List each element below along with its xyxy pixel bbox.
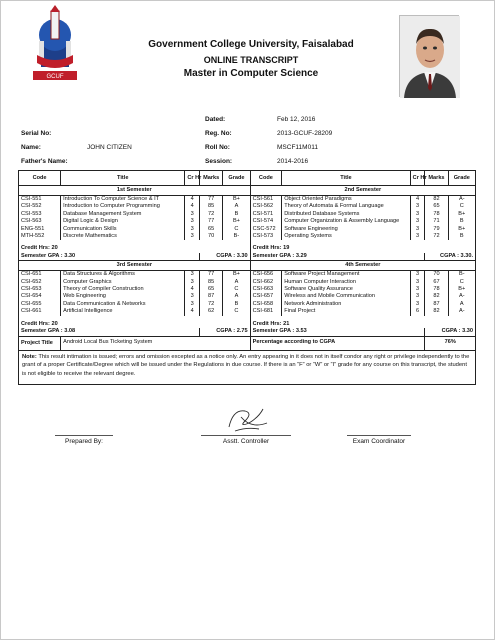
course-row: [19, 308, 476, 315]
grade: B+: [448, 286, 475, 293]
reg-value: 2013-GCUF-28209: [277, 130, 333, 137]
marks: 77: [200, 196, 223, 204]
semester-3-heading: 3rd Semester: [19, 261, 251, 271]
semester-gpa: Semester GPA : 3.53: [250, 328, 425, 336]
course-title: Software Project Management: [282, 271, 410, 279]
course-title: Discrete Mathematics: [61, 233, 185, 240]
percentage-value: 76%: [425, 336, 476, 350]
controller-line: [201, 435, 291, 436]
grade: B+: [448, 226, 475, 233]
semester-4-heading: 4th Semester: [250, 261, 475, 271]
course-title: Final Project: [282, 308, 410, 315]
course-code: CSI-658: [250, 301, 282, 308]
semester-gpa: Semester GPA : 3.29: [250, 253, 425, 261]
course-title: Artificial Intelligence: [61, 308, 185, 315]
course-title: Wireless and Mobile Communication: [282, 293, 410, 300]
credit-hours: 4: [185, 308, 200, 315]
course-title: Operating Systems: [282, 233, 410, 240]
marks: 70: [425, 271, 448, 279]
course-title: Object Oriented Paradigms: [282, 196, 410, 204]
grade: A: [223, 293, 250, 300]
course-title: Software Engineering: [282, 226, 410, 233]
marks: 65: [200, 286, 223, 293]
course-title: Software Quality Assurance: [282, 286, 410, 293]
column-header-row: [19, 171, 476, 186]
course-title: Digital Logic & Design: [61, 218, 185, 225]
credit-hours: 3: [410, 293, 425, 300]
marks: 82: [425, 196, 448, 204]
course-title: Computer Graphics: [61, 279, 185, 286]
course-row: [19, 286, 476, 293]
course-row: [19, 233, 476, 240]
credit-hours: 3: [410, 226, 425, 233]
serial-label: Serial No:: [21, 130, 52, 137]
grade: B+: [223, 218, 250, 225]
grade: B+: [223, 271, 250, 279]
marks: 65: [200, 226, 223, 233]
course-code: CSI-654: [19, 293, 61, 300]
credit-hours: 3: [185, 271, 200, 279]
course-code: CSI-553: [19, 211, 61, 218]
name-label: Name:: [21, 144, 41, 151]
project-row: [19, 336, 476, 350]
semester-2-heading: 2nd Semester: [250, 186, 475, 196]
marks: 72: [200, 301, 223, 308]
marks: 62: [200, 308, 223, 315]
course-row: [19, 203, 476, 210]
course-code: CSI-571: [250, 211, 282, 218]
roll-value: MSCF11M011: [277, 144, 318, 151]
student-photo: [399, 15, 459, 97]
course-code: CSI-562: [250, 203, 282, 210]
transcript-table: [18, 170, 476, 385]
course-code: CSI-574: [250, 218, 282, 225]
course-row: [19, 211, 476, 218]
col-grade: Grade: [448, 171, 475, 186]
course-title: Theory of Automata & Formal Language: [282, 203, 410, 210]
percentage-label: Percentage according to CGPA: [250, 336, 425, 350]
cgpa: CGPA : 2.75: [200, 328, 251, 336]
course-code: CSI-655: [19, 301, 61, 308]
course-code: CSI-661: [19, 308, 61, 315]
marks: 78: [425, 286, 448, 293]
note-label: Note:: [22, 353, 37, 360]
credit-hours-total: Credit Hrs: 20: [19, 240, 251, 252]
course-title: Theory of Compiler Construction: [61, 286, 185, 293]
dated-label: Dated:: [205, 116, 226, 123]
course-code: MTH-552: [19, 233, 61, 240]
dated-value: Feb 12, 2016: [277, 116, 316, 123]
col-title: Title: [61, 171, 185, 186]
marks: 85: [200, 279, 223, 286]
course-code: CSI-563: [19, 218, 61, 225]
prepared-by-label: Prepared By:: [65, 438, 103, 445]
gpa-row: [19, 253, 476, 261]
credit-hours-total: Credit Hrs: 20: [19, 316, 251, 328]
credit-hours: 3: [185, 233, 200, 240]
marks: 71: [425, 218, 448, 225]
course-code: ENG-551: [19, 226, 61, 233]
credit-hours: 4: [410, 196, 425, 204]
marks: 72: [200, 211, 223, 218]
col-marks: Marks: [425, 171, 448, 186]
grade: B: [223, 301, 250, 308]
grade: C: [448, 279, 475, 286]
grade: B: [223, 211, 250, 218]
cgpa: CGPA : 3.30: [200, 253, 251, 261]
course-row: [19, 279, 476, 286]
credit-hours: 3: [410, 301, 425, 308]
credit-hours: 3: [185, 226, 200, 233]
credit-hours: 3: [410, 279, 425, 286]
credit-hours: 4: [185, 286, 200, 293]
controller-label: Asstt. Controller: [222, 438, 270, 445]
course-row: [19, 271, 476, 279]
marks: 82: [425, 308, 448, 315]
father-name-label: Father's Name:: [21, 158, 68, 165]
credit-hours: 3: [410, 233, 425, 240]
marks: 85: [200, 203, 223, 210]
credit-hours: 3: [410, 218, 425, 225]
grade: B: [448, 218, 475, 225]
roll-label: Roll No:: [205, 144, 230, 151]
col-marks: Marks: [200, 171, 223, 186]
controller-signature: [223, 401, 273, 435]
course-title: Introduction To Computer Science & IT: [61, 196, 185, 204]
grade: C: [448, 203, 475, 210]
grade: B+: [448, 211, 475, 218]
credit-hours: 3: [185, 301, 200, 308]
marks: 77: [200, 218, 223, 225]
grade: A-: [448, 293, 475, 300]
credit-hours: 3: [410, 203, 425, 210]
marks: 72: [425, 233, 448, 240]
semester-gpa: Semester GPA : 3.30: [19, 253, 200, 261]
semester-header-row: [19, 261, 476, 271]
semester-header-row: [19, 186, 476, 196]
svg-text:GCUF: GCUF: [46, 74, 64, 80]
course-code: CSI-681: [250, 308, 282, 315]
session-value: 2014-2016: [277, 158, 309, 165]
grade: C: [223, 286, 250, 293]
semester-gpa: Semester GPA : 3.08: [19, 328, 200, 336]
project-title: Android Local Bus Ticketing System: [61, 336, 251, 350]
marks: 82: [425, 293, 448, 300]
course-title: Introduction to Computer Programming: [61, 203, 185, 210]
grade: A: [448, 301, 475, 308]
course-title: Web Engineering: [61, 293, 185, 300]
course-code: CSI-653: [19, 286, 61, 293]
university-name: Government College University, Faisalabad: [148, 39, 354, 50]
col-title: Title: [282, 171, 410, 186]
course-row: [19, 218, 476, 225]
grade: B: [448, 233, 475, 240]
credit-hours: 4: [185, 203, 200, 210]
col-grade: Grade: [223, 171, 250, 186]
note-row: [19, 350, 476, 384]
cgpa: CGPA : 3.30: [425, 328, 476, 336]
university-logo: [27, 5, 83, 85]
course-code: CSI-657: [250, 293, 282, 300]
col-code: Code: [250, 171, 282, 186]
session-label: Session:: [205, 158, 233, 165]
course-row: [19, 226, 476, 233]
course-row: [19, 196, 476, 204]
grade: A-: [448, 308, 475, 315]
project-label: Project Title: [19, 336, 61, 350]
grade: B+: [223, 196, 250, 204]
marks: 70: [200, 233, 223, 240]
marks: 87: [425, 301, 448, 308]
coordinator-label: Exam Coordinator: [352, 438, 406, 445]
col-code: Code: [19, 171, 61, 186]
credit-hours-row: [19, 240, 476, 252]
course-code: CSI-561: [250, 196, 282, 204]
credit-hours: 3: [410, 211, 425, 218]
marks: 87: [200, 293, 223, 300]
course-code: CSI-652: [19, 279, 61, 286]
credit-hours: 4: [185, 196, 200, 204]
grade: C: [223, 308, 250, 315]
credit-hours-total: Credit Hrs: 19: [250, 240, 475, 252]
marks: 65: [425, 203, 448, 210]
course-title: Data Communication & Networks: [61, 301, 185, 308]
course-title: Data Structures & Algorithms: [61, 271, 185, 279]
credit-hours: 3: [185, 218, 200, 225]
course-row: [19, 293, 476, 300]
course-title: Network Administration: [282, 301, 410, 308]
credit-hours: 3: [410, 271, 425, 279]
coordinator-line: [347, 435, 411, 436]
course-code: CSI-656: [250, 271, 282, 279]
grade: B-: [448, 271, 475, 279]
credit-hours: 6: [410, 308, 425, 315]
marks: 79: [425, 226, 448, 233]
credit-hours: 3: [185, 279, 200, 286]
document-title: ONLINE TRANSCRIPT: [203, 55, 299, 65]
reg-label: Reg. No:: [205, 130, 232, 137]
course-code: CSI-663: [250, 286, 282, 293]
prepared-line: [55, 435, 113, 436]
course-title: Database Management System: [61, 211, 185, 218]
grade: A: [223, 279, 250, 286]
grade: A: [223, 203, 250, 210]
col-cr: Cr Hr: [410, 171, 425, 186]
credit-hours: 3: [185, 293, 200, 300]
grade: B-: [223, 233, 250, 240]
course-row: [19, 301, 476, 308]
col-cr: Cr Hr: [185, 171, 200, 186]
credit-hours: 3: [185, 211, 200, 218]
course-title: Distributed Database Systems: [282, 211, 410, 218]
course-code: CSI-551: [19, 196, 61, 204]
note-text: This result intimation is issued; errors and omission excepted as a notice only. An entry appearing in it does not in itself condor any right or privilege independently to the grant of a proper Certificate/Degree which will be issued under the Regulations in due course. If there is an “F” or “W” or “I” grade for any course on this transcript, the student is not eligible to receive the relevant degree.: [22, 353, 470, 378]
name-value: JOHN CITIZEN: [87, 144, 132, 151]
person-silhouette-icon: [400, 16, 460, 98]
course-code: CSC-572: [250, 226, 282, 233]
marks: 78: [425, 211, 448, 218]
course-code: CSI-552: [19, 203, 61, 210]
credit-hours-row: [19, 316, 476, 328]
grade: A-: [448, 196, 475, 204]
note-cell: [19, 350, 476, 384]
credit-hours-total: Credit Hrs: 21: [250, 316, 475, 328]
marks: 77: [200, 271, 223, 279]
marks: 67: [425, 279, 448, 286]
credit-hours: 3: [410, 286, 425, 293]
program-name: Master in Computer Science: [183, 68, 319, 79]
course-title: Computer Organization & Assembly Language: [282, 218, 410, 225]
grade: C: [223, 226, 250, 233]
course-code: CSI-662: [250, 279, 282, 286]
gpa-row: [19, 328, 476, 336]
course-title: Human Computer Interaction: [282, 279, 410, 286]
cgpa: CGPA : 3.30.: [425, 253, 476, 261]
course-code: CSI-651: [19, 271, 61, 279]
semester-1-heading: 1st Semester: [19, 186, 251, 196]
course-code: CSI-573: [250, 233, 282, 240]
course-title: Communication Skills: [61, 226, 185, 233]
